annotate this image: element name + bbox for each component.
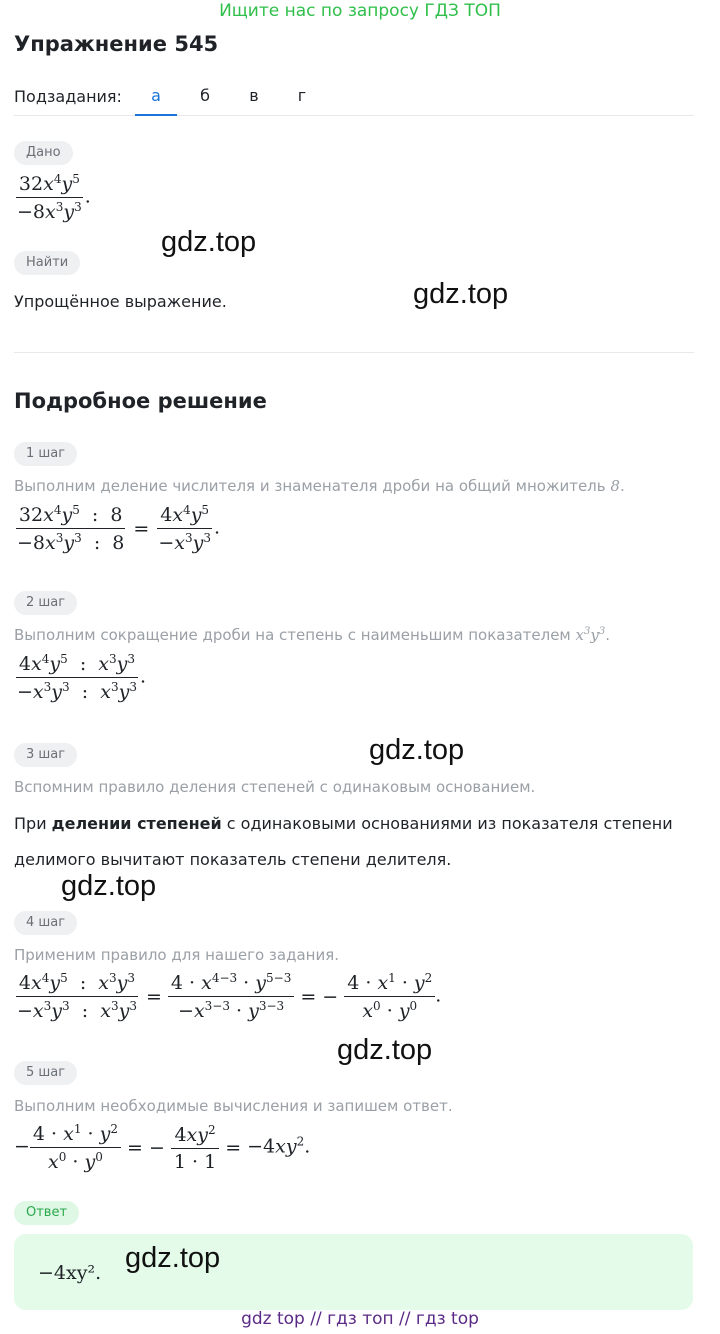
watermark: gdz.top [369, 734, 465, 766]
footer-links[interactable]: gdz top // гдз топ // гдз top [241, 1309, 479, 1329]
given-chip: Дано [14, 141, 73, 165]
answer-chip: Ответ [14, 1201, 79, 1225]
step-1-expression: $\frac{32x^4y^5 : 8}{-8x^3y^3 : 8}$ = $\frac{4x^4y^5}{-x^3y^3}$ . [17, 503, 221, 554]
step-2-hint: Выполним сокращение дроби на степень с наименьшим показателем $x^3y^3$. [14, 626, 611, 644]
step-4-chip: 4 шаг [14, 911, 77, 935]
answer-value: −4xy². [38, 1262, 102, 1284]
find-text: Упрощённое выражение. [14, 292, 227, 311]
find-chip: Найти [14, 251, 80, 275]
given-expression: $\frac{32x^4y^5}{-8x^3y^3}$ . [17, 172, 91, 223]
watermark: gdz.top [61, 870, 157, 902]
step-3-chip: 3 шаг [14, 743, 77, 767]
subtasks-bar [14, 78, 694, 116]
step-5-hint: Выполним необходимые вычисления и запишем ответ. [14, 1097, 453, 1115]
page-title: Упражнение 545 [14, 32, 219, 56]
watermark: gdz.top [413, 278, 509, 310]
rule-text: При делении степеней с одинаковыми основаниями из показателя степени делимого вычитают показатель степени делителя. [14, 814, 673, 869]
step-5-chip: 5 шаг [14, 1061, 77, 1085]
watermark: gdz.top [337, 1034, 433, 1066]
step-4-hint: Применим правило для нашего задания. [14, 946, 339, 964]
watermark: gdz.top [125, 1242, 221, 1274]
tab-g[interactable]: г [297, 86, 307, 105]
divider [14, 352, 694, 353]
step-1-chip: 1 шаг [14, 442, 77, 466]
tab-b[interactable]: б [200, 86, 210, 105]
subtasks-label: Подзадания: [14, 87, 122, 106]
tab-v[interactable]: в [249, 86, 259, 105]
promo-banner[interactable]: Ищите нас по запросу ГДЗ ТОП [219, 1, 501, 21]
step-3-hint: Вспомним правило деления степеней с одинаковым основанием. [14, 778, 536, 796]
step-5-expression: − $\frac{4 \cdot x^1 \cdot y^2}{x^0 \cdot y^0}$ = − $\frac{4xy^2}{1 \cdot 1}$ = $-4xy^2$. [14, 1122, 311, 1173]
answer-box [14, 1234, 693, 1310]
step-4-expression: $\frac{4x^4y^5 : x^3y^3}{-x^3y^3 : x^3y^3}$ = $\frac{4 \cdot x^{4-3} \cdot y^{5-3}}{-x^{3-3} \cdot y^{3-3}}$ = − $\frac{4 \cdot x^1 \cdot y^2}{x^0 \cdot y^0}$ . [17, 971, 442, 1022]
step-1-hint: Выполним деление числителя и знаменателя дроби на общий множитель 8. [14, 477, 625, 495]
tab-a[interactable]: а [135, 78, 177, 116]
solution-title: Подробное решение [14, 389, 267, 413]
step-2-chip: 2 шаг [14, 591, 77, 615]
step-2-expression: $\frac{4x^4y^5 : x^3y^3}{-x^3y^3 : x^3y^3}$ . [17, 652, 146, 703]
watermark: gdz.top [161, 226, 257, 258]
